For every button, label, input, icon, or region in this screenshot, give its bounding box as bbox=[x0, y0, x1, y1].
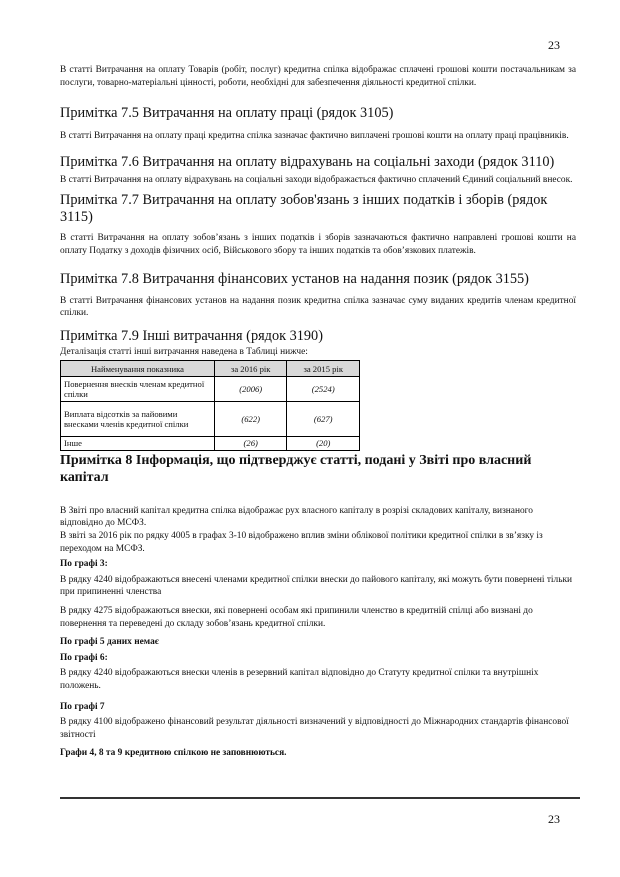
table-cell-name: Виплата відсотків за пайовими внесками членів кредитної спілки bbox=[61, 402, 215, 437]
page-number-bottom: 23 bbox=[548, 812, 560, 826]
note-7-7-title: Примітка 7.7 Витрачання на оплату зобов'язань з інших податків і зборів (рядок 3115) bbox=[60, 192, 548, 226]
column-5-label: По графі 5 даних немає bbox=[60, 637, 159, 648]
column-3-label: По графі 3: bbox=[60, 559, 108, 570]
table-header-name: Найменування показника bbox=[61, 361, 215, 377]
table-cell-2015: (20) bbox=[287, 437, 360, 451]
note-7-8-title: Примітка 7.8 Витрачання фінансових установ на надання позик (рядок 3155) bbox=[60, 270, 529, 287]
table-cell-name: Інше bbox=[61, 437, 215, 451]
table-row bbox=[61, 377, 360, 402]
column-3-paragraph-2: В рядку 4275 відображаються внески, які повернені особам які припинили членство в кредитній спілці або визнані до повернення та переведені до складу зобов’язань кредитної спілки. bbox=[60, 606, 533, 629]
intro-paragraph: В статті Витрачання на оплату Товарів (робіт, послуг) кредитна спілка відображає сплачені грошові кошти постачальникам за послуги, товарно-матеріальні цінності, роботи, необхідні для забезпечення діяльності кредитної спілки. bbox=[60, 65, 576, 88]
note-7-9-title: Примітка 7.9 Інші витрачання (рядок 3190) bbox=[60, 327, 323, 344]
column-6-paragraph: В рядку 4240 відображаються внески членів в резервний капітал відповідно до Статуту кредитної спілки та внутрішніх положень. bbox=[60, 668, 539, 691]
note-7-5-title: Примітка 7.5 Витрачання на оплату праці (рядок 3105) bbox=[60, 105, 394, 122]
document-body bbox=[60, 64, 576, 760]
table-header-2015: за 2015 рік bbox=[287, 361, 360, 377]
table-header-2016: за 2016 рік bbox=[214, 361, 287, 377]
table-cell-2016: (2006) bbox=[214, 377, 287, 402]
table-cell-2015: (2524) bbox=[287, 377, 360, 402]
note-7-6-text: В статті Витрачання на оплату відрахувань на соціальні заходи відображається фактично сплачений Єдиний соціальний внесок. bbox=[60, 174, 573, 185]
note-7-9-text: Деталізація статті інші витрачання наведена в Таблиці нижче: bbox=[60, 346, 308, 357]
table-row bbox=[61, 437, 360, 451]
column-7-paragraph: В рядку 4100 відображено фінансовий результат діяльності визначений у відповідності до Міжнародних стандартів фінансової звітності bbox=[60, 717, 569, 740]
note-8-paragraph-1: В Звіті про власний капітал кредитна спілка відображає рух власного капіталу в розрізі складових капіталу, визнаного відповідно до МСФЗ. bbox=[60, 505, 533, 529]
column-6-label: По графі 6: bbox=[60, 652, 108, 663]
note-7-5-text: В статті Витрачання на оплату праці кредитна спілка зазначає фактично виплачені грошові кошти на оплату праці працівників. bbox=[60, 131, 569, 142]
other-expenses-table bbox=[60, 360, 360, 451]
table-row bbox=[61, 402, 360, 437]
note-8-paragraph-2: В звіті за 2016 рік по рядку 4005 в графах 3-10 відображено вплив зміни облікової політики кредитної спілки в зв’язку із переходом на МСФЗ. bbox=[60, 531, 543, 554]
table-cell-2016: (622) bbox=[214, 402, 287, 437]
note-7-7-text: В статті Витрачання на оплату зобов’язань з інших податків і зборів зазначаються фактично направлені грошові кошти на оплату Податку з доходів фізичних осіб, Військового збору та інших податків та обов’язкових платежів. bbox=[60, 233, 576, 256]
note-7-6-title: Примітка 7.6 Витрачання на оплату відрахувань на соціальні заходи (рядок 3110) bbox=[60, 153, 555, 170]
footer-rule bbox=[60, 797, 580, 799]
column-7-label: По графі 7 bbox=[60, 701, 105, 712]
note-7-8-text: В статті Витрачання фінансових установ на надання позик кредитна спілка зазначає суму виданих кредитів членам кредитної спілки. bbox=[60, 295, 576, 319]
table-cell-2016: (26) bbox=[214, 437, 287, 451]
page-number-top: 23 bbox=[548, 38, 560, 52]
final-note: Графи 4, 8 та 9 кредитною спілкою не заповнюються. bbox=[60, 748, 287, 759]
table-cell-name: Повернення внесків членам кредитної спілки bbox=[61, 377, 215, 402]
column-3-paragraph-1: В рядку 4240 відображаються внесені членами кредитної спілки внески до пайового капіталу, які можуть бути повернені тільки при припиненні членства bbox=[60, 574, 573, 598]
table-cell-2015: (627) bbox=[287, 402, 360, 437]
note-8-title: Примітка 8 Інформація, що підтверджує статті, подані у Звіті про власний капітал bbox=[60, 452, 532, 485]
